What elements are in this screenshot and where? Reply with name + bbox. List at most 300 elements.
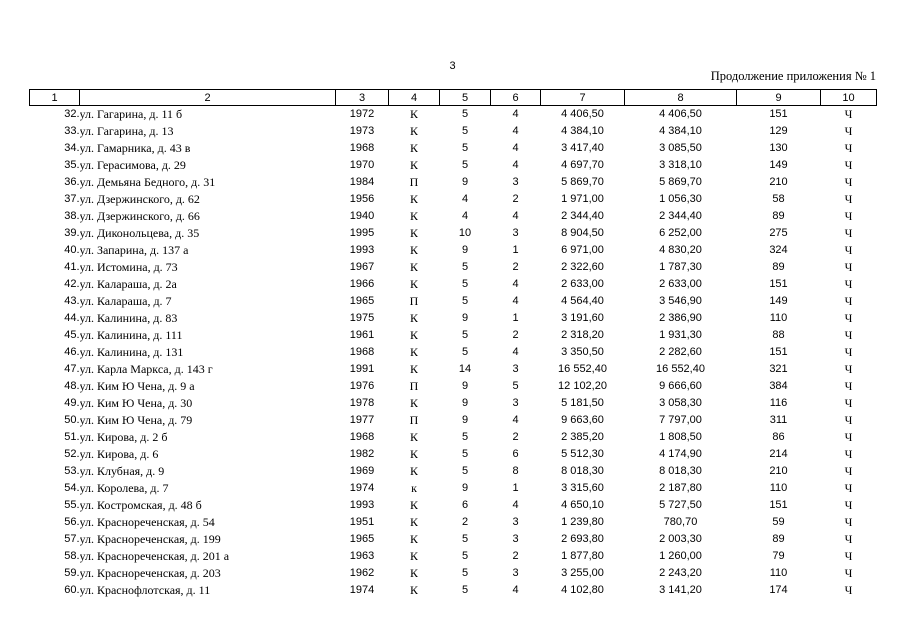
year-built-cell: 1965 — [349, 533, 375, 545]
table-row — [30, 191, 877, 208]
living-area-cell: 9 666,60 — [659, 380, 702, 392]
residents-cell: 174 — [769, 584, 788, 596]
wall-material-cell: П — [409, 379, 419, 393]
entrances-cell: 4 — [512, 346, 519, 358]
residents-cell: 151 — [769, 499, 788, 511]
wall-material-cell: К — [409, 532, 418, 546]
residents-cell: 79 — [772, 550, 785, 562]
category-cell: Ч — [844, 311, 853, 325]
table-row — [30, 157, 877, 174]
year-built-cell: 1977 — [349, 414, 375, 426]
table-row — [30, 565, 877, 582]
wall-material-cell: К — [409, 328, 418, 342]
column-header: 3 — [336, 90, 389, 106]
residents-cell: 110 — [769, 482, 788, 494]
entrances-cell: 2 — [512, 550, 519, 562]
year-built-cell: 1995 — [349, 227, 375, 239]
address-cell: ул. Калараша, д. 2а — [79, 277, 177, 291]
floors-cell: 9 — [461, 482, 469, 494]
row-number-cell: 54. — [64, 482, 80, 494]
table-row — [30, 446, 877, 463]
wall-material-cell: К — [409, 345, 418, 359]
total-area-cell: 5 512,30 — [561, 448, 604, 460]
wall-material-cell: К — [409, 396, 418, 410]
total-area-cell: 3 315,60 — [561, 482, 604, 494]
floors-cell: 5 — [461, 295, 469, 307]
column-header: 9 — [737, 90, 821, 106]
category-cell: Ч — [844, 413, 853, 427]
total-area-cell: 2 633,00 — [561, 278, 604, 290]
address-cell: ул. Кирова, д. 2 б — [79, 430, 168, 444]
entrances-cell: 4 — [512, 499, 519, 511]
category-cell: Ч — [844, 243, 853, 257]
year-built-cell: 1972 — [349, 108, 375, 120]
year-built-cell: 1984 — [349, 176, 375, 188]
entrances-cell: 8 — [512, 465, 519, 477]
table-row — [30, 531, 877, 548]
row-number-cell: 55. — [64, 499, 80, 511]
residents-cell: 110 — [769, 312, 788, 324]
table-row — [30, 361, 877, 378]
table-row — [30, 123, 877, 140]
floors-cell: 5 — [461, 567, 469, 579]
entrances-cell: 6 — [512, 448, 519, 460]
entrances-cell: 2 — [512, 261, 519, 273]
wall-material-cell: П — [409, 175, 419, 189]
year-built-cell: 1970 — [349, 159, 375, 171]
floors-cell: 6 — [461, 499, 469, 511]
address-cell: ул. Костромская, д. 48 б — [79, 498, 202, 512]
residents-cell: 89 — [772, 261, 785, 273]
entrances-cell: 3 — [512, 567, 519, 579]
residents-cell: 149 — [769, 159, 788, 171]
residents-cell: 59 — [772, 516, 785, 528]
year-built-cell: 1991 — [349, 363, 375, 375]
wall-material-cell: К — [409, 362, 418, 376]
address-cell: ул. Демьяна Бедного, д. 31 — [79, 175, 216, 189]
address-cell: ул. Ким Ю Чена, д. 30 — [79, 396, 193, 410]
column-header: 6 — [491, 90, 541, 106]
floors-cell: 5 — [461, 533, 469, 545]
category-cell: Ч — [844, 498, 853, 512]
living-area-cell: 2 386,90 — [659, 312, 702, 324]
address-cell: ул. Карла Маркса, д. 143 г — [79, 362, 213, 376]
row-number-cell: 33. — [64, 125, 80, 137]
living-area-cell: 4 830,20 — [659, 244, 702, 256]
address-cell: ул. Запарина, д. 137 а — [79, 243, 189, 257]
category-cell: Ч — [844, 464, 853, 478]
year-built-cell: 1978 — [349, 397, 375, 409]
year-built-cell: 1974 — [349, 584, 375, 596]
floors-cell: 9 — [461, 244, 469, 256]
entrances-cell: 4 — [512, 278, 519, 290]
entrances-cell: 1 — [512, 312, 519, 324]
address-cell: ул. Герасимова, д. 29 — [79, 158, 186, 172]
column-header: 2 — [80, 90, 336, 106]
table-row — [30, 429, 877, 446]
row-number-cell: 56. — [64, 516, 80, 528]
wall-material-cell: К — [409, 498, 418, 512]
row-number-cell: 44. — [64, 312, 80, 324]
living-area-cell: 7 797,00 — [659, 414, 702, 426]
residents-cell: 88 — [772, 329, 785, 341]
living-area-cell: 4 384,10 — [659, 125, 702, 137]
floors-cell: 2 — [461, 516, 469, 528]
row-number-cell: 43. — [64, 295, 80, 307]
entrances-cell: 1 — [512, 244, 519, 256]
entrances-cell: 4 — [512, 210, 519, 222]
total-area-cell: 1 239,80 — [561, 516, 604, 528]
living-area-cell: 2 187,80 — [659, 482, 702, 494]
table-row — [30, 106, 877, 124]
row-number-cell: 51. — [64, 431, 80, 443]
floors-cell: 5 — [461, 465, 469, 477]
category-cell: Ч — [844, 192, 853, 206]
total-area-cell: 16 552,40 — [558, 363, 607, 375]
total-area-cell: 3 417,40 — [561, 142, 604, 154]
entrances-cell: 3 — [512, 533, 519, 545]
year-built-cell: 1973 — [349, 125, 375, 137]
residents-cell: 58 — [772, 193, 785, 205]
table-row — [30, 259, 877, 276]
total-area-cell: 5 181,50 — [561, 397, 604, 409]
living-area-cell: 1 808,50 — [659, 431, 702, 443]
wall-material-cell: к — [411, 481, 417, 495]
address-cell: ул. Королева, д. 7 — [79, 481, 169, 495]
entrances-cell: 3 — [512, 516, 519, 528]
column-header: 7 — [541, 90, 625, 106]
living-area-cell: 1 260,00 — [659, 550, 702, 562]
category-cell: Ч — [844, 175, 853, 189]
entrances-cell: 2 — [512, 329, 519, 341]
entrances-cell: 1 — [512, 482, 519, 494]
wall-material-cell: П — [409, 294, 419, 308]
category-cell: Ч — [844, 260, 853, 274]
address-cell: ул. Калинина, д. 111 — [79, 328, 183, 342]
address-cell: ул. Краснореченская, д. 201 а — [79, 549, 230, 563]
residents-cell: 129 — [769, 125, 788, 137]
year-built-cell: 1982 — [349, 448, 375, 460]
address-cell: ул. Гамарника, д. 43 в — [79, 141, 191, 155]
entrances-cell: 3 — [512, 363, 519, 375]
category-cell: Ч — [844, 209, 853, 223]
floors-cell: 9 — [461, 414, 469, 426]
entrances-cell: 4 — [512, 125, 519, 137]
total-area-cell: 4 102,80 — [561, 584, 604, 596]
table-row — [30, 497, 877, 514]
total-area-cell: 2 322,60 — [561, 261, 604, 273]
address-cell: ул. Гагарина, д. 13 — [79, 124, 174, 138]
wall-material-cell: К — [409, 141, 418, 155]
table-row — [30, 395, 877, 412]
year-built-cell: 1965 — [349, 295, 375, 307]
category-cell: Ч — [844, 294, 853, 308]
table-row — [30, 412, 877, 429]
category-cell: Ч — [844, 107, 853, 121]
category-cell: Ч — [844, 124, 853, 138]
floors-cell: 5 — [461, 108, 469, 120]
category-cell: Ч — [844, 447, 853, 461]
wall-material-cell: К — [409, 243, 418, 257]
entrances-cell: 4 — [512, 414, 519, 426]
wall-material-cell: К — [409, 124, 418, 138]
living-area-cell: 2 282,60 — [659, 346, 702, 358]
total-area-cell: 1 971,00 — [561, 193, 604, 205]
living-area-cell: 5 869,70 — [659, 176, 702, 188]
table-row — [30, 310, 877, 327]
row-number-cell: 36. — [64, 176, 80, 188]
floors-cell: 5 — [461, 431, 469, 443]
residents-cell: 214 — [769, 448, 788, 460]
continuation-label: Продолжение приложения № 1 — [710, 69, 876, 83]
floors-cell: 5 — [461, 329, 469, 341]
address-cell: ул. Калинина, д. 131 — [79, 345, 184, 359]
floors-cell: 14 — [458, 363, 472, 375]
year-built-cell: 1940 — [349, 210, 375, 222]
year-built-cell: 1974 — [349, 482, 375, 494]
table-row — [30, 174, 877, 191]
row-number-cell: 45. — [64, 329, 80, 341]
entrances-cell: 3 — [512, 176, 519, 188]
address-cell: ул. Краснореченская, д. 199 — [79, 532, 221, 546]
wall-material-cell: П — [409, 413, 419, 427]
total-area-cell: 3 191,60 — [561, 312, 604, 324]
year-built-cell: 1975 — [349, 312, 375, 324]
floors-cell: 5 — [461, 448, 469, 460]
year-built-cell: 1976 — [349, 380, 375, 392]
year-built-cell: 1951 — [349, 516, 375, 528]
total-area-cell: 9 663,60 — [561, 414, 604, 426]
year-built-cell: 1956 — [349, 193, 375, 205]
row-number-cell: 34. — [64, 142, 80, 154]
table-row — [30, 208, 877, 225]
entrances-cell: 3 — [512, 227, 519, 239]
wall-material-cell: К — [409, 583, 418, 597]
category-cell: Ч — [844, 141, 853, 155]
total-area-cell: 3 255,00 — [561, 567, 604, 579]
residents-cell: 151 — [769, 108, 788, 120]
living-area-cell: 2 243,20 — [659, 567, 702, 579]
total-area-cell: 2 318,20 — [561, 329, 604, 341]
total-area-cell: 8 018,30 — [561, 465, 604, 477]
table-row — [30, 293, 877, 310]
wall-material-cell: К — [409, 209, 418, 223]
floors-cell: 5 — [461, 159, 469, 171]
address-cell: ул. Кирова, д. 6 — [79, 447, 159, 461]
row-number-cell: 35. — [64, 159, 80, 171]
entrances-cell: 4 — [512, 295, 519, 307]
floors-cell: 5 — [461, 125, 469, 137]
row-number-cell: 58. — [64, 550, 80, 562]
row-number-cell: 32. — [64, 108, 80, 120]
entrances-cell: 4 — [512, 142, 519, 154]
table-row — [30, 276, 877, 293]
residents-cell: 151 — [769, 346, 788, 358]
floors-cell: 4 — [461, 210, 469, 222]
row-number-cell: 40. — [64, 244, 80, 256]
total-area-cell: 8 904,50 — [561, 227, 604, 239]
living-area-cell: 3 546,90 — [659, 295, 702, 307]
total-area-cell: 2 385,20 — [561, 431, 604, 443]
category-cell: Ч — [844, 515, 853, 529]
year-built-cell: 1968 — [349, 142, 375, 154]
total-area-cell: 1 877,80 — [561, 550, 604, 562]
entrances-cell: 2 — [512, 193, 519, 205]
address-cell: ул. Истомина, д. 73 — [79, 260, 178, 274]
column-header: 4 — [389, 90, 440, 106]
table-row — [30, 242, 877, 259]
table-row — [30, 327, 877, 344]
entrances-cell: 3 — [512, 397, 519, 409]
address-cell: ул. Краснореченская, д. 54 — [79, 515, 215, 529]
category-cell: Ч — [844, 430, 853, 444]
total-area-cell: 3 350,50 — [561, 346, 604, 358]
residents-cell: 110 — [769, 567, 788, 579]
category-cell: Ч — [844, 362, 853, 376]
wall-material-cell: К — [409, 260, 418, 274]
entrances-cell: 2 — [512, 431, 519, 443]
category-cell: Ч — [844, 226, 853, 240]
wall-material-cell: К — [409, 566, 418, 580]
housing-registry-table — [29, 89, 877, 599]
residents-cell: 311 — [769, 414, 788, 426]
page-number: 3 — [449, 60, 456, 72]
living-area-cell: 1 931,30 — [659, 329, 702, 341]
living-area-cell: 2 344,40 — [659, 210, 702, 222]
address-cell: ул. Гагарина, д. 11 б — [79, 107, 183, 121]
category-cell: Ч — [844, 583, 853, 597]
wall-material-cell: К — [409, 158, 418, 172]
residents-cell: 324 — [769, 244, 788, 256]
residents-cell: 210 — [769, 465, 788, 477]
address-cell: ул. Калараша, д. 7 — [79, 294, 172, 308]
address-cell: ул. Дзержинского, д. 66 — [79, 209, 200, 223]
category-cell: Ч — [844, 158, 853, 172]
address-cell: ул. Краснореченская, д. 203 — [79, 566, 221, 580]
column-header: 10 — [821, 90, 877, 106]
wall-material-cell: К — [409, 447, 418, 461]
address-cell: ул. Калинина, д. 83 — [79, 311, 178, 325]
address-cell: ул. Ким Ю Чена, д. 79 — [79, 413, 193, 427]
wall-material-cell: К — [409, 430, 418, 444]
residents-cell: 384 — [769, 380, 788, 392]
living-area-cell: 4 174,90 — [659, 448, 702, 460]
floors-cell: 5 — [461, 584, 469, 596]
wall-material-cell: К — [409, 107, 418, 121]
total-area-cell: 2 344,40 — [561, 210, 604, 222]
floors-cell: 5 — [461, 142, 469, 154]
total-area-cell: 12 102,20 — [558, 380, 607, 392]
living-area-cell: 2 003,30 — [659, 533, 702, 545]
table-row — [30, 582, 877, 599]
living-area-cell: 5 727,50 — [659, 499, 702, 511]
table-row — [30, 344, 877, 361]
year-built-cell: 1993 — [349, 499, 375, 511]
living-area-cell: 16 552,40 — [656, 363, 705, 375]
living-area-cell: 1 787,30 — [659, 261, 702, 273]
column-header: 8 — [625, 90, 737, 106]
residents-cell: 89 — [772, 210, 785, 222]
row-number-cell: 47. — [64, 363, 80, 375]
address-cell: ул. Краснофлотская, д. 11 — [79, 583, 211, 597]
floors-cell: 9 — [461, 176, 469, 188]
row-number-cell: 37. — [64, 193, 80, 205]
floors-cell: 4 — [461, 193, 469, 205]
category-cell: Ч — [844, 379, 853, 393]
category-cell: Ч — [844, 481, 853, 495]
residents-cell: 86 — [772, 431, 785, 443]
floors-cell: 5 — [461, 550, 469, 562]
row-number-cell: 60. — [64, 584, 80, 596]
column-number-row — [30, 90, 877, 106]
category-cell: Ч — [844, 549, 853, 563]
wall-material-cell: К — [409, 277, 418, 291]
total-area-cell: 2 693,80 — [561, 533, 604, 545]
living-area-cell: 3 318,10 — [659, 159, 702, 171]
entrances-cell: 5 — [512, 380, 519, 392]
residents-cell: 210 — [769, 176, 788, 188]
table-row — [30, 514, 877, 531]
residents-cell: 130 — [769, 142, 788, 154]
column-header: 5 — [440, 90, 491, 106]
address-cell: ул. Диконольцева, д. 35 — [79, 226, 200, 240]
entrances-cell: 4 — [512, 159, 519, 171]
floors-cell: 5 — [461, 261, 469, 273]
category-cell: Ч — [844, 277, 853, 291]
total-area-cell: 4 384,10 — [561, 125, 604, 137]
table-row — [30, 463, 877, 480]
living-area-cell: 4 406,50 — [659, 108, 702, 120]
category-cell: Ч — [844, 328, 853, 342]
living-area-cell: 780,70 — [663, 516, 698, 528]
category-cell: Ч — [844, 532, 853, 546]
year-built-cell: 1961 — [349, 329, 375, 341]
living-area-cell: 6 252,00 — [659, 227, 702, 239]
floors-cell: 5 — [461, 278, 469, 290]
entrances-cell: 4 — [512, 584, 519, 596]
residents-cell: 116 — [769, 397, 788, 409]
row-number-cell: 41. — [64, 261, 80, 273]
year-built-cell: 1967 — [349, 261, 375, 273]
column-header: 1 — [30, 90, 80, 106]
category-cell: Ч — [844, 396, 853, 410]
row-number-cell: 59. — [64, 567, 80, 579]
row-number-cell: 42. — [64, 278, 80, 290]
address-cell: ул. Дзержинского, д. 62 — [79, 192, 200, 206]
wall-material-cell: К — [409, 226, 418, 240]
row-number-cell: 57. — [64, 533, 80, 545]
living-area-cell: 8 018,30 — [659, 465, 702, 477]
category-cell: Ч — [844, 345, 853, 359]
residents-cell: 89 — [772, 533, 785, 545]
total-area-cell: 4 650,10 — [561, 499, 604, 511]
living-area-cell: 3 058,30 — [659, 397, 702, 409]
row-number-cell: 53. — [64, 465, 80, 477]
residents-cell: 151 — [769, 278, 788, 290]
row-number-cell: 48. — [64, 380, 80, 392]
year-built-cell: 1993 — [349, 244, 375, 256]
floors-cell: 9 — [461, 397, 469, 409]
row-number-cell: 49. — [64, 397, 80, 409]
residents-cell: 321 — [769, 363, 788, 375]
table-row — [30, 378, 877, 395]
living-area-cell: 1 056,30 — [659, 193, 702, 205]
row-number-cell: 39. — [64, 227, 80, 239]
wall-material-cell: К — [409, 515, 418, 529]
wall-material-cell: К — [409, 311, 418, 325]
residents-cell: 275 — [769, 227, 788, 239]
year-built-cell: 1968 — [349, 431, 375, 443]
